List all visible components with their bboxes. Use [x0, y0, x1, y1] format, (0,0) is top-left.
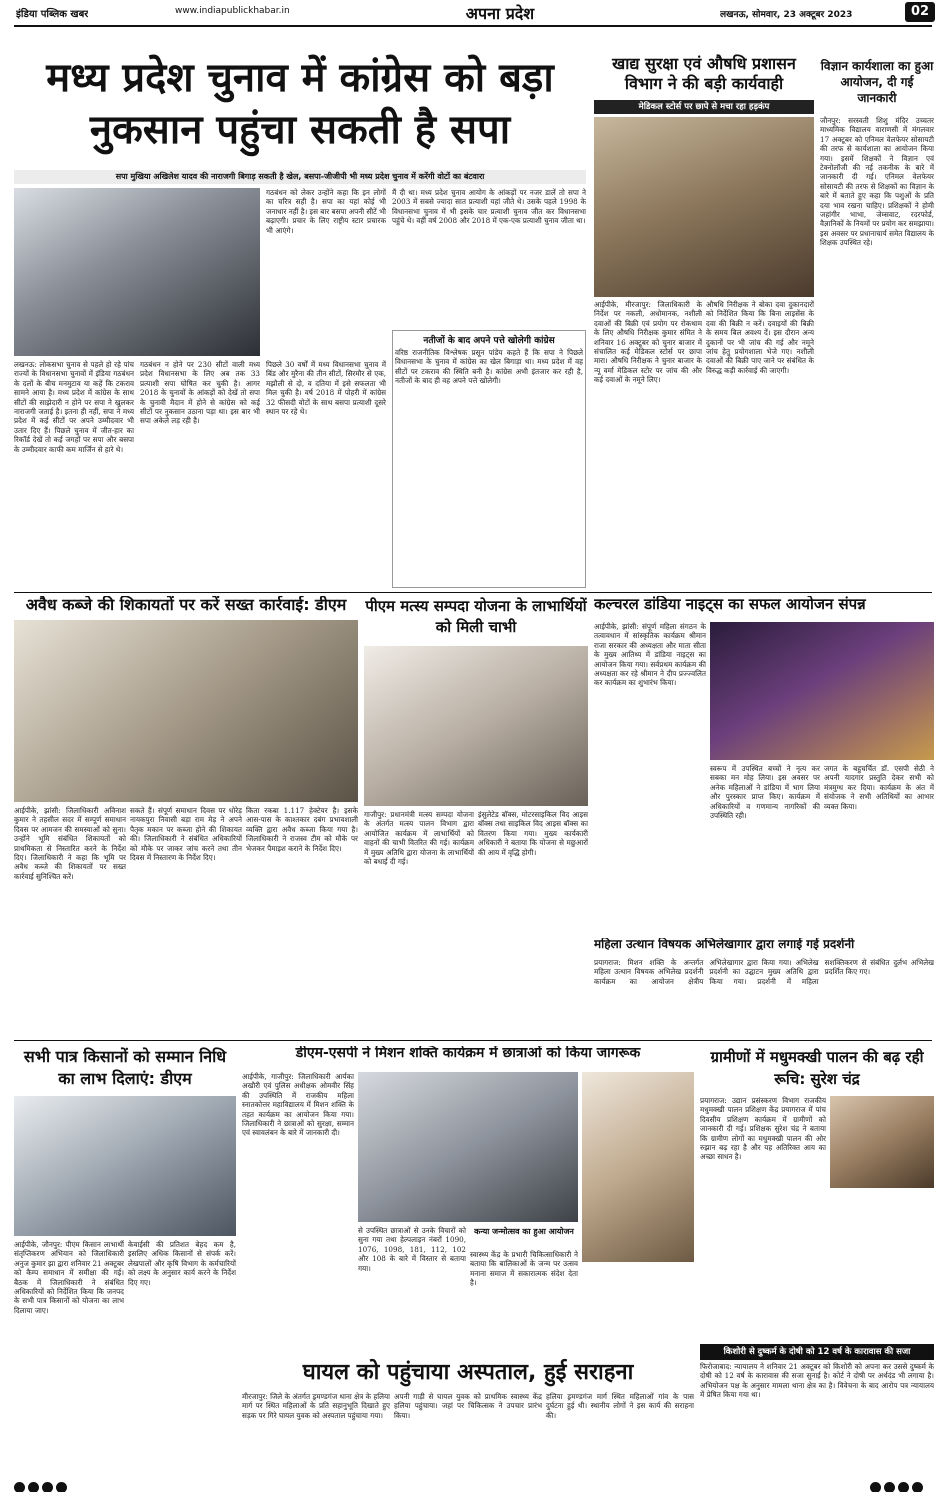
court-headline: किशोरी से दुष्कर्म के दोषी को 12 वर्ष के कारावास की सजा — [700, 1344, 934, 1360]
lead-body-1: लखनऊ: लोकसभा चुनाव से पहले हो रहे पांच राज्यों के विधानसभा चुनावों में इंडिया गठबंधन के दलों के बीच मनमुटाव या कहें कि टकराव सामने आया है। मध्य प्रदेश में कांग्रेस के साथ सीटों की साझेदारी न होने पर सपा ने खुलकर नाराजगी जताई है। इतना ही नहीं, सपा ने मध्य प्रदेश में कई सीटों पर अपने उम्मीदवार भी उतार दिए हैं। पिछले चुनाव में जीत-हार का रिकॉर्ड देखें तो कई जगहों पर सपा और बसपा के उम्मीदवार काफी कम मार्जिन से हारे थे। — [14, 360, 134, 454]
dm-body-3: किता रकबा 1.117 हेक्टेयर है। इसके आस-पास के काश्तकार दबंग प्रभावशाली व्यक्ति द्वारा अवैध कब्जा किया गया है। जिलाधिकारी ने राजस्व टीम को मौके पर भेजकर पैमाइश कराने के निर्देश दिए। — [246, 806, 358, 853]
lead-box — [392, 330, 586, 588]
fish-body-2: इंसुलेटेड बॉक्स, मोटरसाइकिल विद आइस बॉक्स तथा साइकिल विद आइस बॉक्स का वितरण किया गया। मुख्य कार्यकारी अधिकारी ने बताया कि योजना से मछुआरों की आय में वृद्धि होगी। — [478, 810, 588, 857]
food-body-2: औषधि निरीक्षक ने बोका दवा दुकानदारों को निर्देशित किया कि बिना लाइसेंस के दवा की बिक्री न करें। दवाइयों की बिक्री के समय बिल अवश्य दें। इस दौरान अन्य दुकानों पर भी जांच की गई और नमूने जांच हेतु प्रयोगशाला भेजे गए। नशीली दवाओं की बिक्री पाए जाने पर संबंधित के विरुद्ध कड़ी कार्रवाई की जाएगी। — [706, 300, 814, 375]
lead-headline: मध्य प्रदेश चुनाव में कांग्रेस को बड़ा नुकसान पहुंचा सकती है सपा — [46, 55, 554, 153]
injured-body-3: हलिया ड्रमण्डगंज मार्ग स्थित महिलाओं गांव के पास दुर्घटना हुई थी। स्थानीय लोगों ने इस कार्य की सराहना की। — [546, 1392, 694, 1420]
masthead-url[interactable]: www.indiapublickhabar.in — [175, 6, 290, 16]
court-body: फिरोजाबाद: न्यायालय ने शनिवार 21 अक्टूबर को किशोरी को अपना कर उससे दुष्कर्म के दोषी को 12 वर्ष के कारावास की सजा सुनाई है। कोर्ट ने दोषी पर अर्थदंड भी लगाया है। अभियोजन पक्ष के अनुसार मामला थाना क्षेत्र का है। विवेचना के बाद आरोप पत्र न्यायालय में प्रेषित किया गया था। — [700, 1362, 934, 1400]
food-kicker: मेडिकल स्टोर्स पर छापे से मचा रहा हड़कंप — [594, 100, 814, 114]
women-body: प्रयागराज: मिशन शक्ति के अन्तर्गत महिला उत्थान विषयक अभिलेख प्रदर्शनी कार्यक्रम का आयोजन क्षेत्रीय अभिलेखागार द्वारा किया गया। अभिलेख प्रदर्शनी का उद्घाटन मुख्य अतिथि द्वारा किया गया। प्रदर्शनी में महिला सशक्तिकरण से संबंधित दुर्लभ अभिलेख प्रदर्शित किए गए। — [594, 958, 934, 986]
science-headline: विज्ञान कार्यशाला का हुआ आयोजन, दी गई जानकारी — [820, 59, 934, 105]
section-title: अपना प्रदेश — [465, 4, 535, 23]
lead-body-3: पिछले 30 वर्षों में मध्य विधानसभा चुनाव में बिंड और मुरैना की तीन सीटों, सिरमौर से एक, मझौली से दो, व दतिया में इसे सफलता भी मिल चुकी है। वर्ष 2018 में पोहरी में कांग्रेस 32 फीसदी वोटों के साथ बसपा प्रत्याशी दूसरे स्थान पर रहे थे। — [266, 360, 386, 417]
culture-headline: कल्चरल डांडिया नाइट्स का सफल आयोजन संपन्न — [594, 596, 866, 613]
injured-body-2: अपनी गाड़ी से घायल युवक को प्राथमिक स्वास्थ्य केंद्र हलिया पहुंचाया। जहां पर चिकित्सक ने उपचार प्रारंभ किया। — [394, 1392, 542, 1420]
fish-photo — [364, 646, 588, 806]
food-photo — [594, 117, 814, 297]
mission-body-1: आईपीके, गाजीपुर: जिलाधिकारी आर्यका अखौरी एवं पुलिस अधीक्षक ओमवीर सिंह की उपस्थिति में राजकीय महिला स्नातकोत्तर महाविद्यालय में मिशन शक्ति के तहत कार्यक्रम का आयोजन किया गया। जिलाधिकारी ने छात्राओं को सुरक्षा, सम्मान एवं स्वावलंबन के बारे में जानकारी दी। — [242, 1072, 354, 1138]
mission-caption: कन्या जन्मोत्सव का हुआ आयोजन — [474, 1227, 574, 1236]
mission-photo — [358, 1072, 578, 1222]
masthead-left: इंडिया पब्लिक खबर — [16, 9, 89, 20]
mission-headline: डीएम-एसपी ने मिशन शक्ति कार्यक्रम में छात्राओं को किया जागरूक — [295, 1046, 641, 1061]
injured-body-1: मीरजापुर: जिले के अंतर्गत ड्रमण्डगंज थाना क्षेत्र के हलिया मार्ग पर स्थित महिलाओं के प्रति सहानुभूति दिखाते हुए सड़क पर गिरे घायल युवक को अस्पताल पहुंचाया गया। — [242, 1392, 390, 1420]
lead-box-title: नतीजों के बाद अपने पत्ते खोलेगी कांग्रेस — [423, 336, 555, 346]
dm-body-1: आईपीके, झांसी: जिलाधिकारी अविनाश कुमार ने तहसील सदर में सम्पूर्ण समाधान दिवस पर आमजन की समस्याओं को सुना। उन्होंने भूमि संबंधित शिकायतों को प्राथमिकता से निस्तारित करने के निर्देश दिए। जिलाधिकारी ने कहा कि भूमि पर अवैध कब्जे की शिकायतों पर सख्त कार्रवाई सुनिश्चित करें। — [14, 806, 126, 881]
mission-body-2: से उपस्थित छात्राओं से उनके विचारों को सुना गया तथा हेल्पलाइन नंबरों 1090, 1076, 1098, 181, 112, 102 और 108 के बारे में विस्तार से बताया गया। — [358, 1226, 466, 1273]
injured-headline: घायल को पहुंचाया अस्पताल, हुई सराहना — [302, 1360, 634, 1385]
footer-dots-left — [14, 1478, 94, 1492]
lead-deck: सपा मुखिया अखिलेश यादव की नाराजगी बिगाड़ सकती है खेल, बसपा-जीजीपी भी मध्य प्रदेश चुनाव में करेंगी वोटों का बंटवारा — [14, 170, 586, 184]
farmer-body-1: आईपीके, जौनपुर: पीएम किसान लाभार्थी संतृप्तिकरण अभियान को जिलाधिकारी अनुज कुमार झा द्वारा शनिवार 21 अक्टूबर को कैम्प समाधान में समीक्षा की गई। बैठक में जिलाधिकारी ने संबंधित अधिकारियों को निर्देशित किया कि जनपद के सभी पात्र किसानों को योजना का लाभ दिलाया जाए। — [14, 1240, 124, 1315]
lead-body-2: गठबंधन न होने पर 230 सीटों वाली मध्य प्रदेश विधानसभा के लिए अब तक 33 प्रत्याशी सपा घोषित कर चुकी है। आगर 2018 के चुनावों के आंकड़ों को देखें तो सपा के चुनावी मैदान में होने से कांग्रेस को कई सीटों पर नुकसान उठाना पड़ा था। इस बार भी सपा अकेले लड़ रही है। — [140, 360, 260, 426]
fish-headline: पीएम मत्स्य सम्पदा योजना के लाभार्थियों को मिली चाभी — [365, 597, 587, 636]
mission-body-3: स्वास्थ्य केंद्र के प्रभारी चिकित्साधिकारी ने बताया कि बालिकाओं के जन्म पर उत्सव मनाना समाज में सकारात्मक संदेश देता है। — [470, 1250, 578, 1288]
lead-body-4: गठबंधन को लेकर उन्होंने कहा कि इन लोगों का चरित्र सही है। सपा का यहां कोई भी जनाधार नहीं है। इस बार बसपा अपनी सीटें भी बढ़ाएगी। प्रचार के लिए राष्ट्रीय स्टार प्रचारक भी आएंगे। — [266, 188, 386, 235]
dm-headline: अवैध कब्जे की शिकायतों पर करें सख्त कार्रवाई: डीएम — [25, 596, 347, 614]
lead-box-body: वरिष्ठ राजनीतिक विश्लेषक प्रसून पांडेय कहते हैं कि सपा ने पिछले विधानसभा के चुनाव में कांग्रेस का खेल बिगाड़ा था। मध्य प्रदेश में वह सीटों पर टकराव की स्थिति बनी है। कांग्रेस अभी इंतजार कर रही है, नतीजों के बाद ही वह अपने पत्ते खोलेगी। — [395, 348, 583, 386]
women-headline: महिला उत्थान विषयक अभिलेखागार द्वारा लगाई गई प्रदर्शनी — [594, 938, 855, 951]
lead-photo — [14, 188, 260, 356]
culture-body-3: जगत के बहुचर्चित डॉ. एसपी सेठी ने अपनी यादगार प्रस्तुति देकर सभी को मंत्रमुग्ध कर दिया। कार्यक्रम के अंत में संयोजक ने सभी अतिथियों का आभार व्यक्त किया। — [824, 764, 934, 811]
masthead-rule — [14, 25, 932, 27]
culture-body-2: स्वरूप में उपस्थित बच्चों ने नृत्य कर सबका मन मोह लिया। इस अवसर पर अनेक महिलाओं ने डांडिया में भाग लिया और पुरस्कार प्राप्त किए। कार्यक्रम में अधिकारियों व गणमान्य नागरिकों की उपस्थिति रही। — [710, 764, 820, 821]
dm-photo — [14, 620, 358, 802]
footer-dots-right — [870, 1478, 940, 1492]
food-body-1: आईपीके, मीरजापुर: जिलाधिकारी के निर्देश पर नकली, अधोमानक, नशीली दवाओं की बिक्री एवं प्रयोग पर रोकथाम के लिए औषधि निरीक्षक कुमार संमित ने शनिवार 16 अक्टूबर को चुनार बाजार में संचालित कई मेडिकल स्टोर्स पर छापा मारा। औषधि निरीक्षक ने चुनार बाजार के न्यू वर्मा मेडिकल स्टोर पर जांच की और कई दवाओं के नमूने लिए। — [594, 300, 702, 385]
culture-photo — [710, 622, 934, 760]
food-headline: खाद्य सुरक्षा एवं औषधि प्रशासन विभाग ने की बड़ी कार्यवाही — [612, 54, 796, 93]
farmer-headline: सभी पात्र किसानों को सम्मान निधि का लाभ दिलाएं: डीएम — [23, 1047, 227, 1088]
masthead — [0, 0, 945, 44]
lead-body-5: मैं दी था। मध्य प्रदेश चुनाव आयोग के आंकड़ों पर नजर डालें तो सपा ने 2003 में सबसे ज्यादा सात प्रत्याशी यहां जीते थे। उसके पहले 1998 के विधानसभा चुनाव में भी इसके चार प्रत्याशी चुनाव जीत कर विधानसभा पहुंचे थे। वहीं वर्ष 2008 और 2018 में एक-एक प्रत्याशी चुनाव जीता था। — [392, 188, 586, 226]
farmer-photo — [14, 1096, 236, 1236]
bee-body: प्रयागराज: उद्यान प्रसंस्करण विभाग राजकीय मधुमक्खी पालन प्रशिक्षण केंद्र प्रयागराज में पांच दिवसीय प्रशिक्षण कार्यक्रम में ग्रामीणों को जानकारी दी गई। प्रशिक्षक सुरेश चंद्र ने बताया कि ग्रामीण लोगों का मधुमक्खी पालन की ओर रुझान बढ़ रहा है और यह अतिरिक्त आय का अच्छा साधन है। — [700, 1096, 826, 1162]
page-number: 02 — [905, 2, 935, 22]
farmer-body-2: केवाईसी की प्रतिशत बेहद कम है, इसलिए अधिक किसानों से संपर्क करें। लेखपालों और कृषि विभाग के कर्मचारियों को लक्ष्य के अनुसार कार्य करने के निर्देश दिए गए। — [128, 1240, 236, 1287]
bee-photo — [830, 1096, 934, 1188]
bee-headline: ग्रामीणों में मधुमक्खी पालन की बढ़ रही रूचि: सुरेश चंद्र — [710, 1048, 924, 1088]
masthead-date: लखनऊ, सोमवार, 23 अक्टूबर 2023 — [720, 10, 853, 20]
fish-body-1: गाजीपुर: प्रधानमंत्री मत्स्य सम्पदा योजना के अंतर्गत मत्स्य पालन विभाग द्वारा आयोजित कार्यक्रम में लाभार्थियों को वाहनों की चाभी वितरित की गई। कार्यक्रम में मुख्य अतिथि द्वारा योजना के लाभार्थियों को बधाई दी गई। — [364, 810, 474, 867]
dm-body-2: सकते हैं। संपूर्ण समाधान दिवस पर धोरेड़ नायकपुरा निवासी बड़ा राम मेड़ ने अपने पैतृक मकान पर कब्जा होने की शिकायत की। जिलाधिकारी ने संबंधित अधिकारियों को मौके पर जाकर जांच करने तथा तीन दिवस में निस्तारण के निर्देश दिए। — [130, 806, 242, 863]
culture-body-1: आईपीके, झांसी: संपूर्ण महिला संगठन के तत्वावधान में सांस्कृतिक कार्यक्रम श्रीमान राजा सरकार की अध्यक्षता और माता सीता के मुख्य आतिथ्य में डांडिया नाइट्स का आयोजन किया गया। सर्वप्रथम कार्यक्रम की अध्यक्षता कर रहे श्रीमान ने दीप प्रज्ज्वलित कर कार्यक्रम का शुभारंभ किया। — [594, 622, 706, 688]
kanya-photo — [582, 1072, 694, 1262]
science-body: जौनपुर: सरस्वती शिशु मंदिर उच्चतर माध्यमिक विद्यालय वाराणसी में मंगलवार 17 अक्टूबर को एनिमल वेलफेयर सोसायटी की तरफ से कार्यशाला का आयोजन किया गया। इसमें शिक्षकों ने विज्ञान एवं टेक्नोलॉजी की नई तकनीक के बारे में जानकारी दी गई। एनिमल वेलफेयर सोसायटी की तरफ से शिक्षकों का विज्ञान के बारे में बताते हुए कहा कि पशुओं के प्रति दया भाव रखना चाहिए। प्रशिक्षकों ने होमी जहांगीर भाभा, जेम्सवाट, रदरफोर्ड, वैज्ञानिकों के नियमों पर प्रयोग कर समझाया। इस अवसर पर प्रधानाचार्य समेत विद्यालय के शिक्षक उपस्थित रहे। — [820, 116, 934, 248]
